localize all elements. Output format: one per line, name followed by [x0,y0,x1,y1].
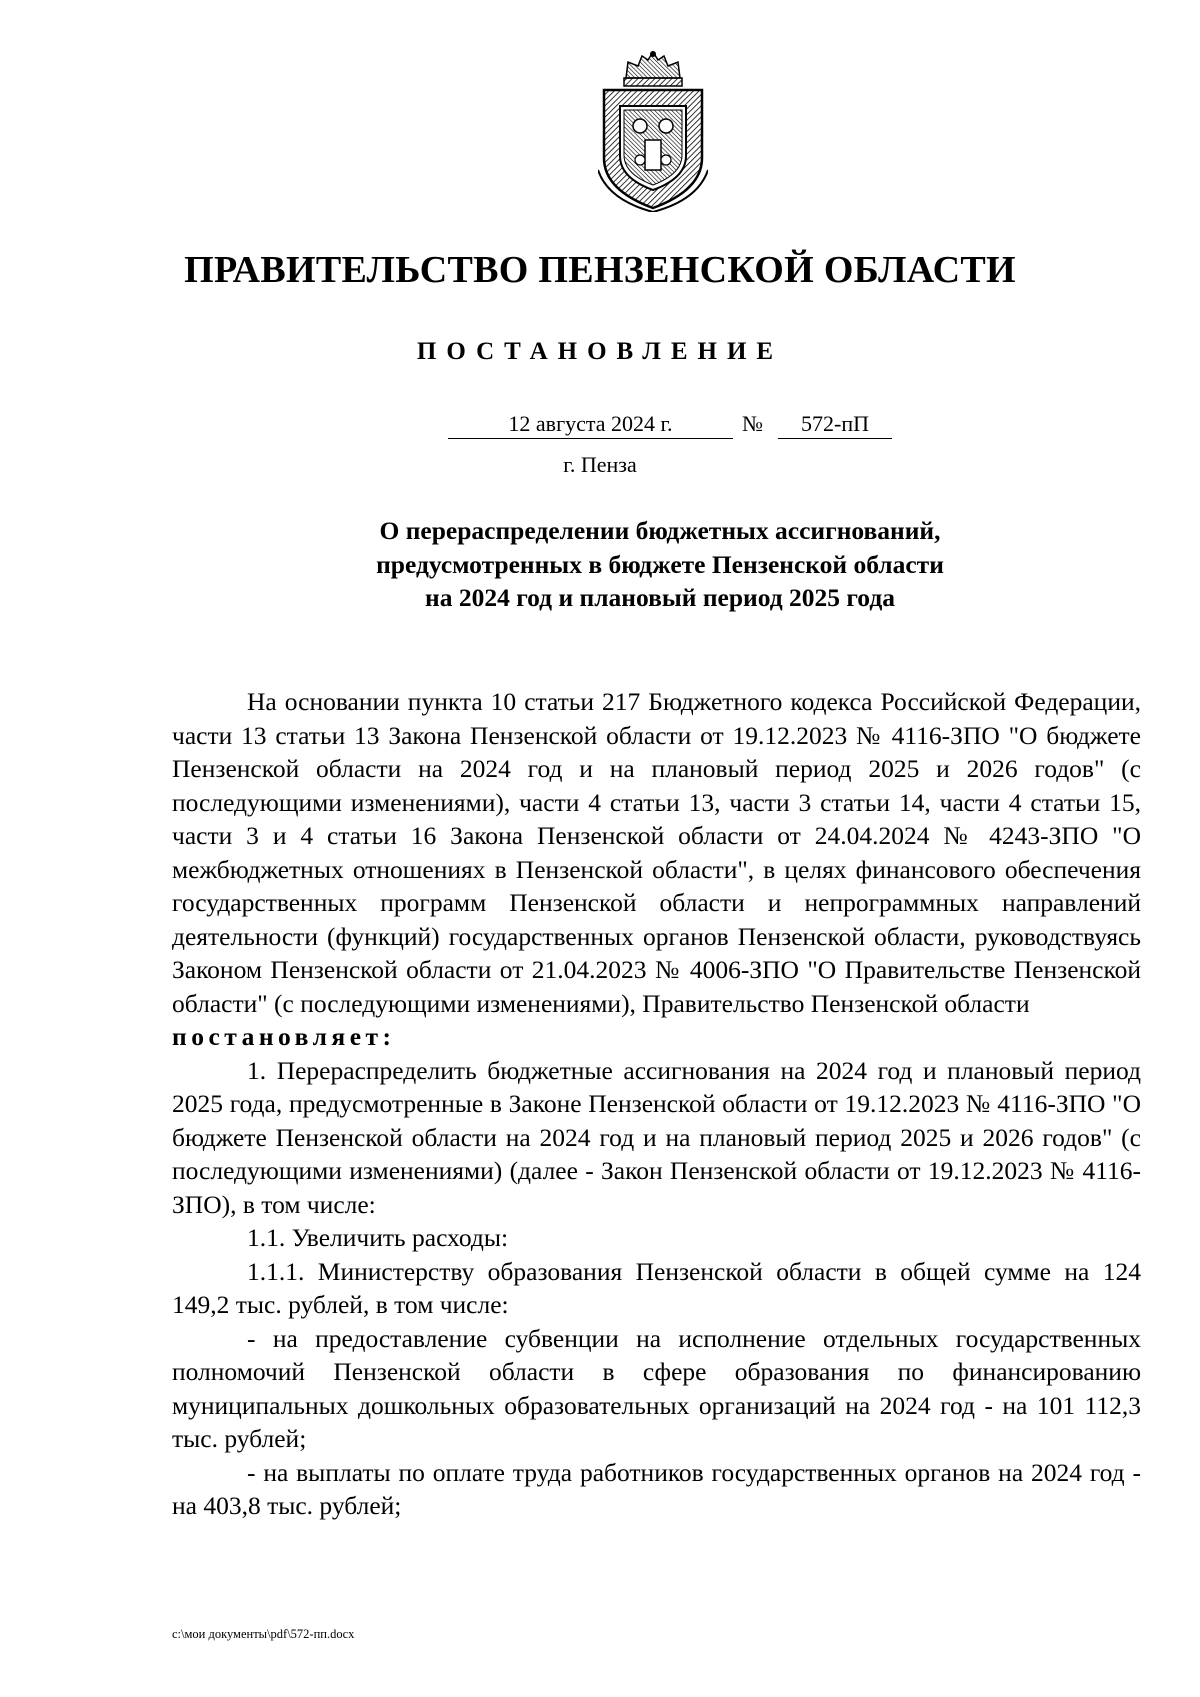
title-line: предусмотренных в бюджете Пензенской области [376,549,944,579]
document-number: 572-пП [778,411,892,439]
document-type: ПОСТАНОВЛЕНИЕ [416,338,784,365]
document-body [172,685,1141,1523]
list-item: - на предоставление субвенции на исполнение отдельных государственных полномочий Пензенской области в сфере образования по финансированию муниципальных дошкольных образовательных организаций на 2024 год - на 101 112,3 тыс. рублей; [172,1323,1141,1453]
clause-1: 1. Перераспределить бюджетные ассигнования на 2024 год и плановый период 2025 года, предусмотренные в Законе Пензенской области от 19.12.2023 № 4116-ЗПО "О бюджете Пензенской области на 2024 год и на плановый период 2025 и 2026 годов" (с последующими изменениями) (далее - Закон Пензенской области от 19.12.2023 № 4116-ЗПО), в том числе: [172,1055,1141,1219]
document-title [0,514,1200,615]
title-line: О перераспределении бюджетных ассигнований, [379,516,941,545]
document-date: 12 августа 2024 г. [448,411,733,439]
clause-1-1: 1.1. Увеличить расходы: [247,1223,509,1252]
number-sign: № [742,411,763,436]
preamble-paragraph: На основании пункта 10 статьи 217 Бюджетного кодекса Российской Федерации, части 13 статьи 13 Закона Пензенской области от 19.12.2023 № 4116-ЗПО "О бюджете Пензенской области на 2024 год и на плановый период 2025 и 2026 годов" (с последующими изменениями), части 4 статьи 13, части 3 статьи 14, части 4 статьи 15, части 3 и 4 статьи 16 Закона Пензенской области от 24.04.2024 № 4243-ЗПО "О межбюджетных отношениях в Пензенской области", в целях финансового обеспечения государственных программ Пензенской области и непрограммных направлений деятельности (функций) государственных органов Пензенской области, руководствуясь Законом Пензенской области от 21.04.2023 № 4006-ЗПО "О Правительстве Пензенской области" (с последующими изменениями), Правительство Пензенской области [172,687,1141,1018]
title-line: на 2024 год и плановый период 2025 года [425,583,895,612]
organization-title: ПРАВИТЕЛЬСТВО ПЕНЗЕНСКОЙ ОБЛАСТИ [184,249,1016,291]
list-item: - на выплаты по оплате труда работников государственных органов на 2024 год - на 403,8 тыс. рублей; [172,1457,1141,1520]
decree-word-paragraph [172,1020,1141,1054]
date-number-line [0,411,1200,441]
decree-word: постановляет: [172,1022,396,1051]
file-path-footer: c:\мои документы\pdf\572-пп.docx [172,1627,355,1641]
city: г. Пенза [563,452,637,477]
coat-of-arms-emblem [598,50,708,212]
clause-1-1-1: 1.1.1. Министерству образования Пензенской области в общей сумме на 124 149,2 тыс. рублей, в том числе: [172,1256,1141,1319]
